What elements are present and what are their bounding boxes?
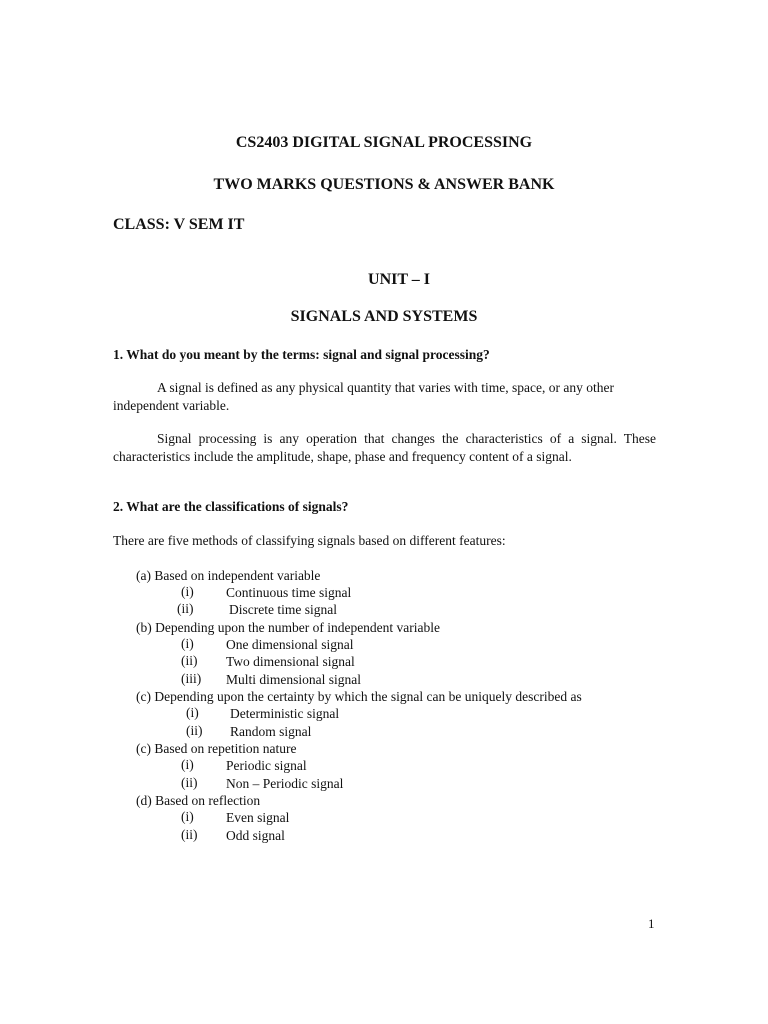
list-item-text: Discrete time signal [229,602,337,617]
class-label: CLASS: V SEM IT [113,216,245,233]
list-item-number: (iii) [181,671,202,686]
question-1: 1. What do you meant by the terms: signal and signal processing? [113,347,490,362]
answer-2-intro: There are five methods of classifying signals based on different features: [113,533,506,548]
list-item-text: Even signal [226,810,290,825]
list-item-text: Random signal [230,724,312,739]
list-item-text: Deterministic signal [230,706,340,721]
list-item-number: (i) [181,584,194,599]
course-title: CS2403 DIGITAL SIGNAL PROCESSING [235,134,533,151]
list-item-text: Non – Periodic signal [226,776,344,791]
list-item-number: (ii) [181,653,198,668]
list-item-text: Odd signal [226,828,285,843]
list-item-text: Multi dimensional signal [226,672,361,687]
classification-group-label: (c) Depending upon the certainty by which the signal can be uniquely described as [136,689,582,704]
list-item-text: Continuous time signal [226,585,352,600]
list-item-text: One dimensional signal [226,637,354,652]
question-2: 2. What are the classifications of signals? [113,499,349,514]
classification-group-label: (b) Depending upon the number of independent variable [136,620,441,635]
list-item-number: (ii) [177,601,194,616]
page-number: 1 [648,916,655,931]
classification-group-label: (a) Based on independent variable [136,568,321,583]
classification-group-label: (d) Based on reflection [136,793,261,808]
classification-group-label: (c) Based on repetition nature [136,741,297,756]
list-item-number: (ii) [181,827,198,842]
document-subtitle: TWO MARKS QUESTIONS & ANSWER BANK [213,176,555,193]
list-item-number: (i) [181,636,194,651]
list-item-text: Periodic signal [226,758,307,773]
answer-1-paragraph-2: Signal processing is any operation that changes the characteristics of a signal. These characteristics include the amplitude, shape, phase and frequency content of a signal. [113,431,656,464]
list-item-number: (ii) [186,723,203,738]
list-item-text: Two dimensional signal [226,654,355,669]
unit-title: SIGNALS AND SYSTEMS [290,308,478,325]
answer-1-paragraph-1: A signal is defined as any physical quantity that varies with time, space, or any other independent variable. [113,380,615,413]
list-item-number: (i) [181,757,194,772]
list-item-number: (ii) [181,775,198,790]
list-item-number: (i) [186,705,199,720]
list-item-number: (i) [181,809,194,824]
unit-label: UNIT – I [368,271,430,288]
